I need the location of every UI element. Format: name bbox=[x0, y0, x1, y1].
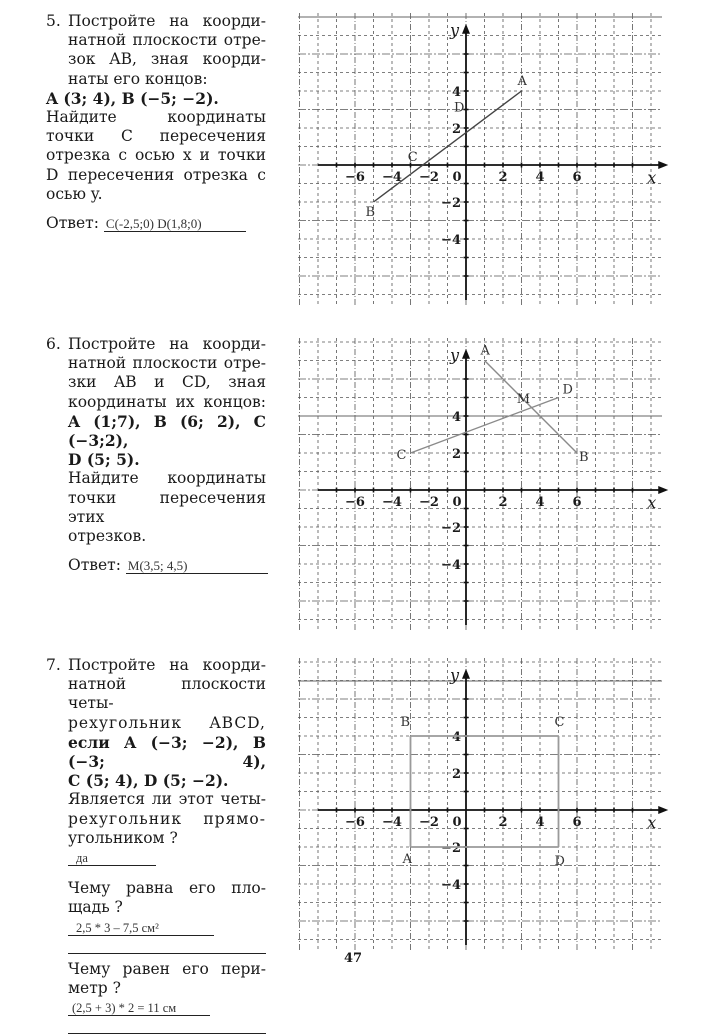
extra-answer-line[interactable] bbox=[68, 1019, 266, 1034]
point-label-B: B bbox=[579, 450, 589, 465]
question-area-line: Чему равна его пло- bbox=[68, 879, 266, 898]
answer-row bbox=[46, 556, 266, 575]
coordinate-plane-task-6 bbox=[290, 330, 670, 640]
task-number: 5. bbox=[46, 12, 61, 30]
task-text-line: точки пересечения этих bbox=[68, 488, 266, 526]
answer-row bbox=[46, 214, 266, 233]
y-tick-label: −4 bbox=[441, 233, 461, 248]
task-text-line: Постройте на коорди- bbox=[68, 12, 266, 30]
task-text-line: если A (−3; −2), B (−3; 4), bbox=[68, 732, 266, 772]
task-text-line: натной плоскости четы- bbox=[68, 675, 266, 713]
task-text-line: Является ли этот четы- bbox=[68, 790, 266, 809]
question-perimeter-line: Чему равен его пери- bbox=[68, 959, 266, 978]
x-tick-label: 4 bbox=[535, 815, 545, 830]
question-perimeter bbox=[46, 979, 266, 1017]
point-label-B: B bbox=[400, 715, 411, 730]
task-text-line: зок AB, зная коорди- bbox=[68, 50, 266, 69]
point-label-B: B bbox=[365, 205, 376, 220]
x-axis-label: x bbox=[647, 493, 657, 512]
x-tick-label: 6 bbox=[572, 495, 582, 510]
task-text-line: Постройте на коорди- bbox=[68, 656, 266, 674]
task-text-line: D пересечения отрезка с bbox=[46, 165, 266, 184]
axes bbox=[318, 343, 668, 626]
grid-lines bbox=[298, 338, 662, 632]
question-area bbox=[46, 898, 266, 936]
y-tick-label: 2 bbox=[451, 767, 461, 782]
y-tick-label: −2 bbox=[441, 521, 461, 536]
task-text-line: осью y. bbox=[46, 184, 103, 203]
x-axis-label: x bbox=[647, 813, 657, 832]
x-tick-label: −2 bbox=[419, 815, 439, 830]
task-text-line: точки C пересечения bbox=[46, 127, 266, 146]
point-label-A: A bbox=[517, 74, 527, 89]
task-text-line: отрезков. bbox=[68, 527, 147, 546]
x-tick-label: −6 bbox=[345, 815, 365, 830]
point-label-C: C bbox=[554, 715, 565, 730]
y-tick-label: 2 bbox=[451, 447, 461, 462]
y-tick-label: 4 bbox=[451, 410, 461, 425]
question-label: угольником ? bbox=[68, 828, 178, 847]
question-label: щадь ? bbox=[68, 898, 123, 917]
axes bbox=[318, 666, 668, 946]
x-tick-label: 4 bbox=[535, 495, 545, 510]
x-tick-label: −4 bbox=[382, 815, 402, 830]
task-text-line: рехугольник прямо- bbox=[68, 809, 266, 828]
task-text-line: Постройте на коорди- bbox=[68, 335, 266, 353]
task-7 bbox=[46, 656, 266, 1034]
task-text-line: A (1;7), B (6; 2), C (−3;2), bbox=[68, 411, 266, 451]
point-label-D: D bbox=[562, 382, 573, 398]
task-6 bbox=[46, 335, 266, 575]
y-tick-label: −4 bbox=[441, 878, 461, 893]
task-5 bbox=[46, 12, 266, 233]
grid-lines bbox=[298, 13, 662, 307]
x-axis-arrow-icon bbox=[658, 161, 668, 169]
task-text-line: координаты их концов: bbox=[68, 392, 266, 411]
segments bbox=[411, 361, 578, 454]
x-tick-label: −4 bbox=[382, 495, 402, 510]
answer-label: Ответ: bbox=[68, 556, 121, 575]
task-text-line: A (3; 4), B (−5; −2). bbox=[46, 88, 219, 108]
x-tick-label: 2 bbox=[498, 815, 508, 830]
x-tick-label: 0 bbox=[452, 495, 462, 510]
point-label-A: A bbox=[480, 343, 490, 359]
y-tick-label: −4 bbox=[441, 558, 461, 573]
y-tick-label: −2 bbox=[441, 841, 461, 856]
extra-answer-line[interactable] bbox=[68, 939, 266, 954]
point-label-M: M bbox=[516, 391, 531, 407]
task-text-line: наты его концов: bbox=[68, 69, 208, 88]
grid-lines bbox=[298, 658, 662, 952]
task-text-line: зки AB и CD, зная bbox=[68, 373, 266, 392]
y-tick-label: 2 bbox=[451, 122, 461, 137]
x-axis-arrow-icon bbox=[658, 806, 668, 814]
task-text-line: натной плоскости отре- bbox=[68, 354, 266, 373]
y-axis-arrow-icon bbox=[462, 349, 470, 359]
x-tick-label: 0 bbox=[452, 815, 462, 830]
x-tick-label: 0 bbox=[452, 170, 462, 185]
x-tick-label: 2 bbox=[498, 170, 508, 185]
y-axis-label: y bbox=[450, 345, 460, 365]
question-rectangle bbox=[46, 829, 266, 867]
answer-field[interactable]: M(3,5; 4,5) bbox=[126, 559, 268, 574]
y-tick-label: 4 bbox=[451, 85, 461, 100]
page-number: 47 bbox=[344, 951, 363, 966]
answer-field-perimeter[interactable]: (2,5 + 3) * 2 = 11 см bbox=[68, 1002, 210, 1016]
x-axis-label: x bbox=[647, 168, 657, 187]
task-text-line: Найдите координаты bbox=[68, 469, 266, 488]
task-text-line: D (5; 5). bbox=[68, 450, 140, 470]
answer-field[interactable]: C(-2,5;0) D(1,8;0) bbox=[104, 217, 246, 232]
y-axis-arrow-icon bbox=[462, 24, 470, 34]
x-tick-label: 6 bbox=[572, 170, 582, 185]
point-label-D: D bbox=[454, 100, 465, 116]
x-axis-arrow-icon bbox=[658, 486, 668, 494]
task-number: 6. bbox=[46, 335, 61, 353]
task-text-line: натной плоскости отре- bbox=[68, 31, 266, 50]
task-text-line: Найдите координаты bbox=[46, 108, 266, 127]
y-axis-label: y bbox=[450, 20, 460, 40]
x-tick-label: 2 bbox=[498, 495, 508, 510]
answer-label: Ответ: bbox=[46, 214, 99, 233]
task-text-line: рехугольник ABCD, bbox=[68, 713, 266, 732]
axes bbox=[318, 21, 668, 301]
x-tick-label: −6 bbox=[345, 495, 365, 510]
coordinate-plane-task-7 bbox=[290, 650, 670, 960]
coordinate-plane-task-5 bbox=[290, 5, 670, 315]
y-tick-label: 4 bbox=[451, 730, 461, 745]
question-label: метр ? bbox=[68, 979, 121, 998]
task-number: 7. bbox=[46, 656, 61, 674]
x-tick-label: −6 bbox=[345, 170, 365, 185]
y-axis-arrow-icon bbox=[462, 669, 470, 679]
point-label-C: C bbox=[407, 150, 418, 165]
y-tick-label: −2 bbox=[441, 196, 461, 211]
segment-AB bbox=[485, 361, 578, 454]
task-text-line: отрезка с осью x и точки bbox=[46, 146, 266, 165]
point-label-A: A bbox=[402, 852, 412, 867]
task-text-line: C (5; 4), D (5; −2). bbox=[68, 771, 229, 791]
x-tick-label: −2 bbox=[419, 170, 439, 185]
point-label-D: D bbox=[554, 854, 565, 869]
point-label-C: C bbox=[396, 448, 407, 463]
y-axis-label: y bbox=[450, 665, 460, 685]
answer-field-area[interactable]: 2,5 * 3 – 7,5 см² bbox=[68, 922, 214, 936]
x-tick-label: 6 bbox=[572, 815, 582, 830]
answer-field-rectangle[interactable]: да bbox=[68, 852, 156, 866]
x-tick-label: 4 bbox=[535, 170, 545, 185]
x-tick-label: −2 bbox=[419, 495, 439, 510]
x-tick-label: −4 bbox=[382, 170, 402, 185]
